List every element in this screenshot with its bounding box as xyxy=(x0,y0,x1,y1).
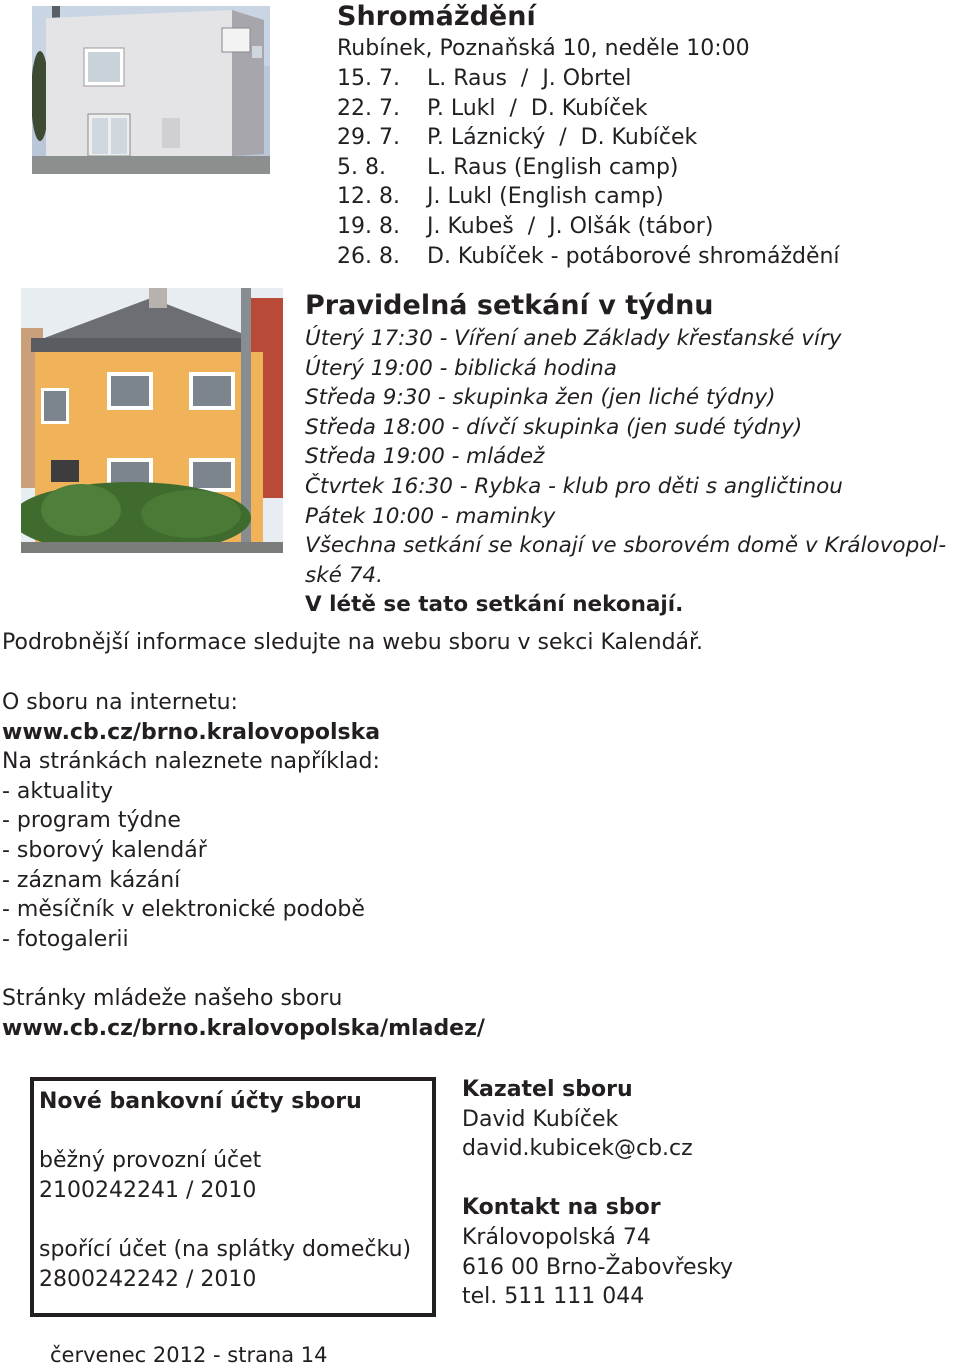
contact-section xyxy=(462,1075,733,1312)
schedule-date: 12. 8. xyxy=(337,184,400,210)
schedule-speaker: J. Lukl (English camp) xyxy=(427,184,664,210)
gatherings-title: Shromáždění xyxy=(337,1,536,32)
feature-item: - měsíčník v elektronické podobě xyxy=(2,897,365,923)
internet-section xyxy=(2,688,485,1043)
feature-item: - fotogalerii xyxy=(2,926,129,952)
website-link[interactable]: www.cb.cz/brno.kralovopolska xyxy=(2,719,381,745)
contact-heading: Kontakt na sbor xyxy=(462,1195,661,1221)
pastor-heading: Kazatel sboru xyxy=(462,1077,633,1102)
weekly-item: Úterý 19:00 - biblická hodina xyxy=(305,355,617,381)
website-intro: Na stránkách naleznete například: xyxy=(2,749,380,775)
weekly-item: Čtvrtek 16:30 - Rybka - klub pro děti s angličtinou xyxy=(305,473,843,499)
youth-website-link[interactable]: www.cb.cz/brno.kralovopolska/mladez/ xyxy=(2,1015,485,1041)
schedule-date: 19. 8. xyxy=(337,213,400,239)
weekly-venue-note-cont: ské 74. xyxy=(305,562,383,588)
feature-item: - záznam kázání xyxy=(2,867,181,893)
youth-heading: Stránky mládeže našeho sboru xyxy=(2,985,343,1011)
schedule-speaker: P. Láznický / D. Kubíček xyxy=(427,125,698,151)
schedule-date: 26. 8. xyxy=(337,243,400,269)
church-building-photo xyxy=(32,6,270,174)
weekly-meetings-section xyxy=(305,288,960,620)
current-account-number: 2100242241 / 2010 xyxy=(39,1177,257,1203)
weekly-item: Středa 19:00 - mládež xyxy=(305,444,545,470)
savings-account-label: spořící účet (na splátky domečku) xyxy=(39,1236,412,1262)
schedule-date: 29. 7. xyxy=(337,125,400,151)
savings-account-number: 2800242242 / 2010 xyxy=(39,1266,257,1292)
bank-title: Nové bankovní účty sboru xyxy=(39,1089,362,1114)
congregation-house-photo xyxy=(21,288,283,553)
feature-item: - program týdne xyxy=(2,808,181,834)
schedule-row xyxy=(337,64,957,94)
schedule-row xyxy=(337,153,957,183)
contact-phone: tel. 511 111 044 xyxy=(462,1284,645,1310)
feature-item: - sborový kalendář xyxy=(2,837,207,863)
page-footer: červenec 2012 - strana 14 xyxy=(50,1343,328,1367)
current-account-label: běžný provozní účet xyxy=(39,1148,262,1174)
weekly-item: Úterý 17:30 - Víření aneb Základy křesťanské víry xyxy=(305,326,842,351)
schedule-speaker: L. Raus / J. Obrtel xyxy=(427,66,632,91)
gatherings-schedule xyxy=(337,64,957,271)
summer-note: V létě se tato setkání nekonají. xyxy=(305,592,684,618)
internet-heading: O sboru na internetu: xyxy=(2,690,238,715)
weekly-item: Středa 9:30 - skupinka žen (jen liché týdny) xyxy=(305,385,776,411)
weekly-item: Středa 18:00 - dívčí skupinka (jen sudé týdny) xyxy=(305,414,803,440)
contact-street: Královopolská 74 xyxy=(462,1224,651,1250)
schedule-row xyxy=(337,94,957,124)
schedule-row xyxy=(337,123,957,153)
schedule-row xyxy=(337,182,957,212)
gatherings-location: Rubínek, Poznaňská 10, neděle 10:00 xyxy=(337,36,750,61)
schedule-row xyxy=(337,242,957,272)
bank-accounts-box xyxy=(30,1077,436,1317)
schedule-date: 22. 7. xyxy=(337,95,400,121)
weekly-item: Pátek 10:00 - maminky xyxy=(305,503,556,529)
schedule-speaker: J. Kubeš / J. Olšák (tábor) xyxy=(427,213,714,239)
calendar-info: Podrobnější informace sledujte na webu sboru v sekci Kalendář. xyxy=(2,630,704,655)
schedule-speaker: P. Lukl / D. Kubíček xyxy=(427,95,648,121)
pastor-email[interactable]: david.kubicek@cb.cz xyxy=(462,1136,693,1162)
contact-city: 616 00 Brno-Žabovřesky xyxy=(462,1254,734,1280)
pastor-name: David Kubíček xyxy=(462,1106,619,1132)
weekly-venue-note: Všechna setkání se konají ve sborovém domě v Královopol- xyxy=(305,533,947,559)
schedule-row xyxy=(337,212,957,242)
feature-item: - aktuality xyxy=(2,778,114,804)
schedule-date: 5. 8. xyxy=(337,154,386,180)
schedule-date: 15. 7. xyxy=(337,66,400,91)
schedule-speaker: L. Raus (English camp) xyxy=(427,154,679,180)
schedule-speaker: D. Kubíček - potáborové shromáždění xyxy=(427,243,840,269)
gatherings-section xyxy=(337,0,957,271)
weekly-title: Pravidelná setkání v týdnu xyxy=(305,290,714,321)
